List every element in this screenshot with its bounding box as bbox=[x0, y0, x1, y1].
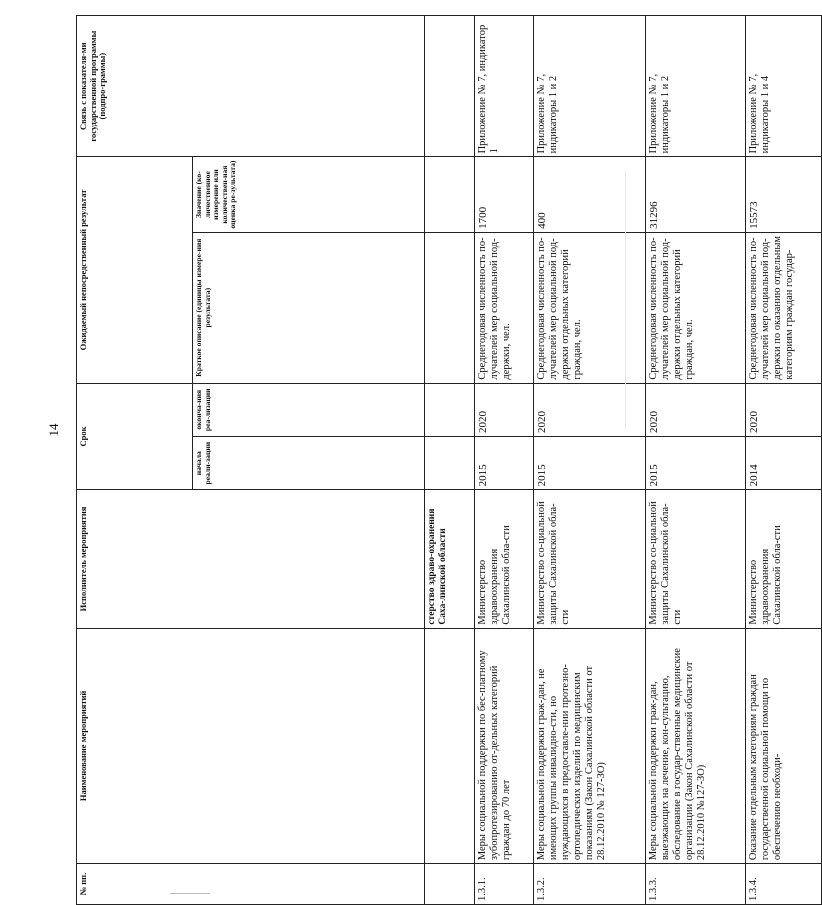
measures-table bbox=[76, 15, 822, 905]
page-number: 14 bbox=[46, 423, 61, 437]
header-term-start: начала реали-зации bbox=[193, 437, 425, 490]
row-value: 31296 bbox=[646, 157, 746, 232]
continuation-executor: стерство здраво-охранения Саха-линской области bbox=[425, 490, 475, 628]
row-desc: Среднегодовая численность по-лучателей мер социальной под-держки отдельных категорий граждан, чел. bbox=[646, 232, 746, 383]
header-result-desc: Краткое описание (единицы измере-ния результата) bbox=[193, 232, 425, 383]
header-result-value: Значение (ко-личественное измерение или количествен-ная оценка ре-зультата) bbox=[193, 157, 425, 232]
header-num: № пп. bbox=[77, 864, 425, 905]
row-desc: Среднегодовая численность по-лучателей мер социальной под-держки отдельных категорий граждан, чел. bbox=[534, 232, 646, 383]
continuation-start bbox=[425, 437, 475, 490]
row-num: 1.3.4. bbox=[746, 864, 822, 905]
row-desc: Среднегодовая численность по-лучателей мер социальной под-держки по оказанию отдельным категориям граждан государ- bbox=[746, 232, 822, 383]
row-num: 1.3.3. bbox=[646, 864, 746, 905]
row-start: 2015 bbox=[646, 437, 746, 490]
row-start: 2015 bbox=[475, 437, 534, 490]
row-executor: Министерство со-циальной защиты Сахалинской обла-сти bbox=[646, 490, 746, 628]
continuation-num bbox=[425, 864, 475, 905]
continuation-name bbox=[425, 628, 475, 864]
header-term: Срок bbox=[77, 383, 193, 490]
header-result: Ожидаемый непосредственный результат bbox=[77, 157, 193, 383]
row-end: 2020 bbox=[646, 383, 746, 436]
row-name: Оказание отдельным категориям граждан государственной социальной помощи по обеспечению необходи- bbox=[746, 628, 822, 864]
row-end: 2020 bbox=[475, 383, 534, 436]
row-name: Меры социальной поддержки по бес-платному зубопротезированию от-дельных категорий граждан до 70 лет bbox=[475, 628, 534, 864]
row-start: 2014 bbox=[746, 437, 822, 490]
table-row bbox=[646, 16, 746, 905]
continuation-desc bbox=[425, 232, 475, 383]
header-name: Наименование мероприятий bbox=[77, 628, 425, 864]
table-row bbox=[534, 16, 646, 905]
row-executor: Министерство со-циальной защиты Сахалинской обла-сти bbox=[534, 490, 646, 628]
row-link: Приложение № 7, индикаторы 1 и 4 bbox=[746, 16, 822, 157]
row-value: 1700 bbox=[475, 157, 534, 232]
row-start: 2015 bbox=[534, 437, 646, 490]
scan-mark-line bbox=[170, 893, 210, 894]
header-term-end: оконча-ния реа-лизации bbox=[193, 383, 425, 436]
row-link: Приложение № 7, индикаторы 1 и 2 bbox=[646, 16, 746, 157]
continuation-link bbox=[425, 16, 475, 157]
row-num: 1.3.2. bbox=[534, 864, 646, 905]
row-num: 1.3.1. bbox=[475, 864, 534, 905]
scan-edge-shadow bbox=[625, 170, 626, 430]
row-executor: Министерство здравоохранения Сахалинской обла-сти bbox=[475, 490, 534, 628]
header-link: Связь с показателя-ми государственной программы (подпро-граммы) bbox=[77, 16, 425, 157]
table-row bbox=[475, 16, 534, 905]
row-executor: Министерство здравоохранения Сахалинской обла-сти bbox=[746, 490, 822, 628]
header-executor: Исполнитель мероприятия bbox=[77, 490, 425, 628]
row-value: 15573 bbox=[746, 157, 822, 232]
row-value: 400 bbox=[534, 157, 646, 232]
measures-table-container bbox=[76, 15, 796, 905]
row-name: Меры социальной поддержки граж-дан, не имеющих группы инвалидно-сти, но нуждающихся в предоставле-нии протезно-ортопедических изделий по медицинским показаниям (Закон Сахалинской области от 28.12.2010 № 127-ЗО) bbox=[534, 628, 646, 864]
continuation-end bbox=[425, 383, 475, 436]
continuation-value bbox=[425, 157, 475, 232]
continuation-row bbox=[425, 16, 475, 905]
table-row bbox=[746, 16, 822, 905]
header-row-1 bbox=[77, 16, 193, 905]
row-end: 2020 bbox=[534, 383, 646, 436]
row-desc: Среднегодовая численность по-лучателей мер социальной под-держки, чел. bbox=[475, 232, 534, 383]
row-link: Приложение № 7, индикатор 1 bbox=[475, 16, 534, 157]
row-end: 2020 bbox=[746, 383, 822, 436]
row-link: Приложение № 7, индикаторы 1 и 2 bbox=[534, 16, 646, 157]
row-name: Меры социальной поддержки граж-дан, выезжающих на лечение, кон-сультацию, обследование в государ-ственные медицинские организации (Закон Сахалинской области от 28.12.2010 №127-ЗО) bbox=[646, 628, 746, 864]
